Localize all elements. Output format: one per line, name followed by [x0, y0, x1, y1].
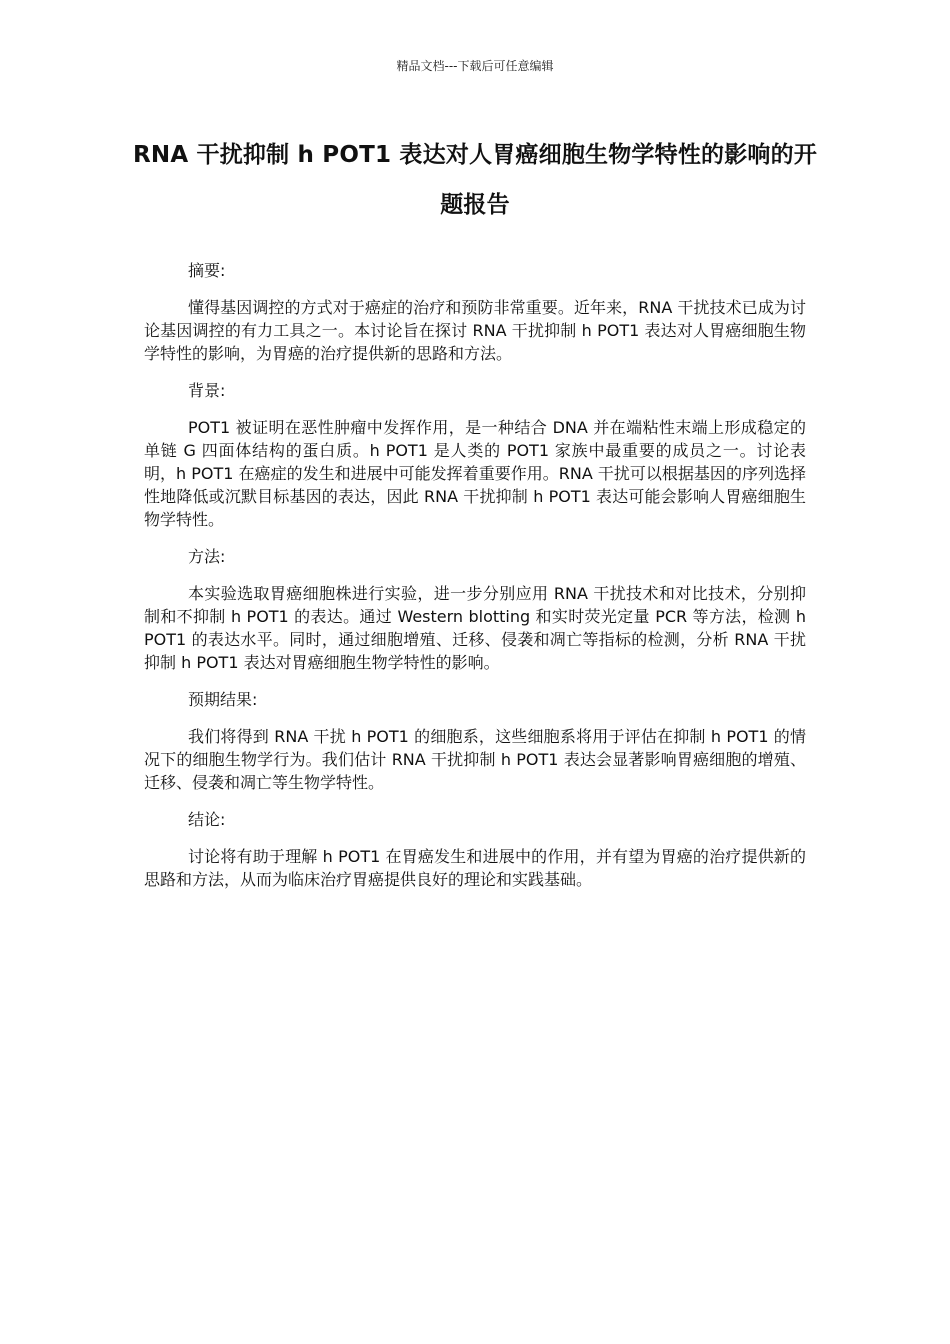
section-body-methods: 本实验选取胃癌细胞株进行实验，进一步分别应用 RNA 干扰技术和对比技术，分别抑制和不抑制 h POT1 的表达。通过 Western blotting 和实时荧光定量 PCR 等方法，检测 h POT1 的表达水平。同时，通过细胞增殖、迁移、侵袭和凋亡等指标的检测，分析 RNA 干扰抑制 h POT1 表达对胃癌细胞生物学特性的影响。	[144, 584, 806, 672]
section-body-background: POT1 被证明在恶性肿瘤中发挥作用，是一种结合 DNA 并在端粘性末端上形成稳定的单链 G 四面体结构的蛋白质。h POT1 是人类的 POT1 家族中最重要的成员之一。讨论表明，h POT1 在癌症的发生和进展中可能发挥着重要作用。RNA 干扰可以根据基因的序列选择性地降低或沉默目标基因的表达，因此 RNA 干扰抑制 h POT1 表达可能会影响人胃癌细胞生物学特性。	[144, 418, 806, 529]
section-heading-conclusion: 结论:	[188, 810, 226, 829]
section-body-abstract: 懂得基因调控的方式对于癌症的治疗和预防非常重要。近年来，RNA 干扰技术已成为讨论基因调控的有力工具之一。本讨论旨在探讨 RNA 干扰抑制 h POT1 表达对人胃癌细胞生物学特性的影响，为胃癌的治疗提供新的思路和方法。	[144, 298, 806, 363]
section-heading-expected-results: 预期结果:	[188, 690, 258, 709]
document-title: RNA 干扰抑制 h POT1 表达对人胃癌细胞生物学特性的影响的开题报告	[132, 142, 818, 218]
page-header: 精品文档---下载后可任意编辑	[396, 59, 554, 73]
section-heading-background: 背景:	[188, 381, 226, 400]
section-body-conclusion: 讨论将有助于理解 h POT1 在胃癌发生和进展中的作用，并有望为胃癌的治疗提供新的思路和方法，从而为临床治疗胃癌提供良好的理论和实践基础。	[144, 847, 806, 889]
section-heading-abstract: 摘要:	[188, 261, 226, 280]
document-body	[144, 259, 806, 905]
section-body-expected-results: 我们将得到 RNA 干扰 h POT1 的细胞系，这些细胞系将用于评估在抑制 h POT1 的情况下的细胞生物学行为。我们估计 RNA 干扰抑制 h POT1 表达会显著影响胃癌细胞的增殖、迁移、侵袭和凋亡等生物学特性。	[144, 727, 806, 792]
section-heading-methods: 方法:	[188, 547, 226, 566]
